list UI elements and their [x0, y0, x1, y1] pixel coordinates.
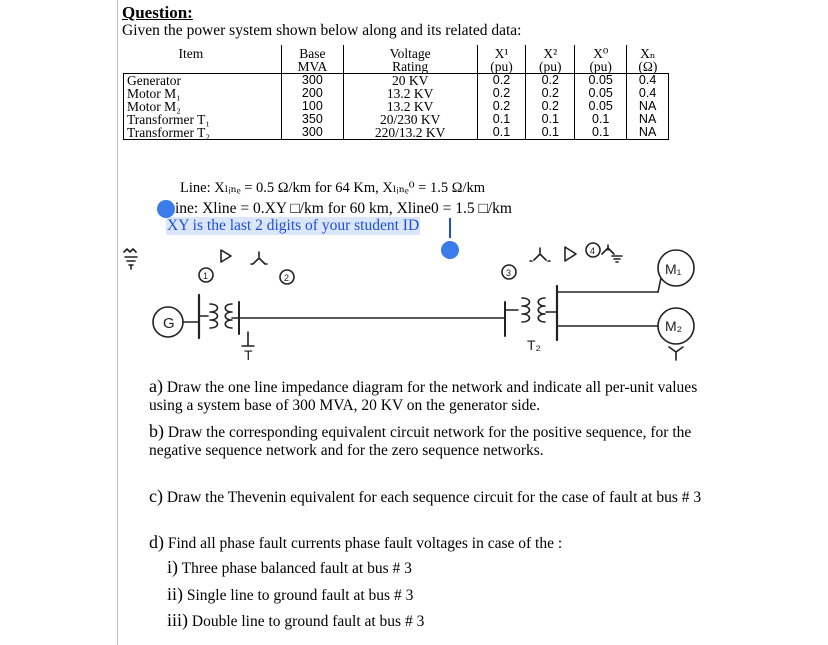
question-a-text: Draw the one line impedance diagram for the network and indicate all per-unit values using a system base of 300 MVA, 20 KV on the generator side.	[149, 379, 698, 414]
t2-secondary-coil	[538, 298, 545, 322]
table-cell: 0.1	[477, 126, 526, 140]
table-cell: 0.2	[526, 74, 575, 88]
question-d-ii	[167, 584, 413, 605]
question-d-ii-text: Single line to ground fault at bus # 3	[186, 587, 414, 604]
header-label: X⁰	[593, 46, 609, 61]
t1-primary-coil	[210, 304, 218, 328]
header-xn	[627, 45, 669, 74]
header-sublabel: MVA	[297, 59, 328, 74]
table-cell: 350	[282, 113, 344, 126]
table-cell: 0.4	[627, 74, 669, 88]
question-c-label: c)	[149, 486, 163, 506]
table-cell: 0.1	[575, 126, 627, 140]
question-d-ii-label: ii)	[167, 584, 183, 604]
t2-primary-coil	[522, 298, 530, 322]
table-cell: 13.2 KV	[343, 87, 477, 100]
generator-label: G	[163, 315, 175, 332]
header-item-label: Item	[178, 46, 204, 61]
page-left-border	[117, 0, 118, 645]
motor-m2-label: M₂	[665, 318, 683, 334]
header-x2	[526, 45, 575, 74]
generator-neutral-ground	[124, 249, 137, 269]
motor-m1-label: M₁	[665, 261, 682, 277]
table-cell: 20/230 KV	[343, 113, 477, 126]
header-sublabel: (pu)	[589, 59, 612, 74]
table-cell: 0.2	[477, 74, 526, 88]
m2-wye-icon	[669, 347, 683, 360]
table-cell: 0.1	[477, 113, 526, 126]
one-line-diagram	[120, 240, 710, 375]
header-x1	[477, 45, 526, 74]
t1-label: T	[244, 347, 253, 363]
question-d	[149, 533, 709, 553]
table-cell: 0.4	[627, 87, 669, 100]
question-b-label: b)	[149, 421, 164, 441]
table-cell: NA	[627, 100, 669, 113]
question-d-iii-label: iii)	[167, 610, 188, 630]
table-cell: 0.1	[526, 126, 575, 140]
table-cell: Generator	[124, 74, 282, 88]
table-cell: 0.2	[477, 100, 526, 113]
table-cell: Transformer T₁	[124, 113, 282, 126]
table-header-row	[124, 45, 669, 74]
question-d-i-text: Three phase balanced fault at bus # 3	[181, 560, 412, 577]
bus-2-label: 2	[284, 273, 290, 283]
question-d-i	[167, 557, 412, 578]
question-intro: Given the power system shown below along and its related data:	[122, 22, 522, 39]
m1-wye-ground-icon	[602, 245, 614, 254]
table-cell: 0.2	[526, 87, 575, 100]
table-row	[124, 126, 669, 140]
table-row	[124, 74, 669, 88]
question-c	[149, 487, 719, 507]
header-item	[124, 45, 282, 74]
question-d-i-label: i)	[167, 557, 178, 577]
bus-1-label: 1	[203, 271, 209, 281]
question-d-iii-text: Double line to ground fault at bus # 3	[191, 613, 425, 630]
system-data-table	[123, 45, 669, 140]
question-b-text: Draw the corresponding equivalent circuit network for the positive sequence, for the negative sequence network and for the zero sequence networks.	[149, 424, 692, 459]
table-cell: 0.1	[575, 113, 627, 126]
header-base	[282, 45, 344, 74]
bus-4-label: 4	[590, 246, 596, 256]
table-cell: 220/13.2 KV	[343, 126, 477, 140]
table-cell: 0.2	[526, 100, 575, 113]
table-cell: NA	[627, 113, 669, 126]
question-d-text: Find all phase fault currents phase fault voltages in case of the :	[167, 535, 563, 552]
table-cell: 0.2	[477, 87, 526, 100]
question-a-label: a)	[149, 376, 163, 396]
table-cell: Transformer T₂	[124, 126, 282, 140]
table-cell: Motor M₁	[124, 87, 282, 100]
t1-secondary-coil	[225, 304, 232, 328]
header-sublabel: (pu)	[490, 59, 513, 74]
t2-label: T₂	[527, 337, 541, 353]
header-sublabel: (pu)	[539, 59, 562, 74]
table-cell: 20 KV	[343, 74, 477, 88]
question-d-iii	[167, 610, 424, 631]
question-a	[149, 377, 709, 415]
header-label: X¹	[494, 46, 509, 61]
question-b	[149, 422, 699, 460]
line-impedance-alt-text[interactable]: ine: Xline = 0.XY □/km for 60 km, Xline0 = 1.5 □/km	[175, 200, 512, 217]
header-label: Base	[299, 46, 326, 61]
t1-label-stem	[242, 332, 254, 346]
question-d-label: d)	[149, 532, 164, 552]
header-voltage	[343, 45, 477, 74]
t1-delta-icon	[221, 250, 231, 262]
question-c-text: Draw the Thevenin equivalent for each sequence circuit for the case of fault at bus # 3	[166, 489, 702, 506]
table-cell: 300	[282, 126, 344, 140]
t1-wye-ground-icon	[251, 252, 267, 264]
header-x0	[575, 45, 627, 74]
table-cell: 0.05	[575, 74, 627, 88]
t2-delta-icon	[565, 247, 576, 261]
line-impedance-data: Line: Xₗᵢₙₑ = 0.5 Ω/km for 64 Km, Xₗᵢₙₑ⁰ = 1.5 Ω/km	[180, 180, 486, 196]
table-cell: 200	[282, 87, 344, 100]
table-cell: 0.05	[575, 100, 627, 113]
selection-start-handle[interactable]	[157, 200, 175, 218]
m1-connector	[658, 278, 661, 292]
table-cell: Motor M₂	[124, 100, 282, 113]
table-cell: 0.1	[526, 113, 575, 126]
table-cell: 100	[282, 100, 344, 113]
table-cell: NA	[627, 126, 669, 140]
header-sublabel: Rating	[392, 59, 429, 74]
table-cell: 0.05	[575, 87, 627, 100]
text-caret	[449, 218, 451, 238]
header-label: X²	[543, 46, 558, 61]
table-cell: 13.2 KV	[343, 100, 477, 113]
bus-3-label: 3	[506, 268, 512, 278]
header-label: Xₙ	[640, 46, 656, 61]
m1-ground-icon	[612, 256, 622, 262]
t2-wye-ground-icon	[530, 248, 550, 261]
table-cell: 300	[282, 74, 344, 88]
question-title: Question:	[122, 3, 193, 22]
header-label: Voltage	[389, 46, 431, 61]
header-sublabel: (Ω)	[638, 59, 658, 74]
student-id-note-selected[interactable]: XY is the last 2 digits of your student ID	[167, 217, 420, 234]
